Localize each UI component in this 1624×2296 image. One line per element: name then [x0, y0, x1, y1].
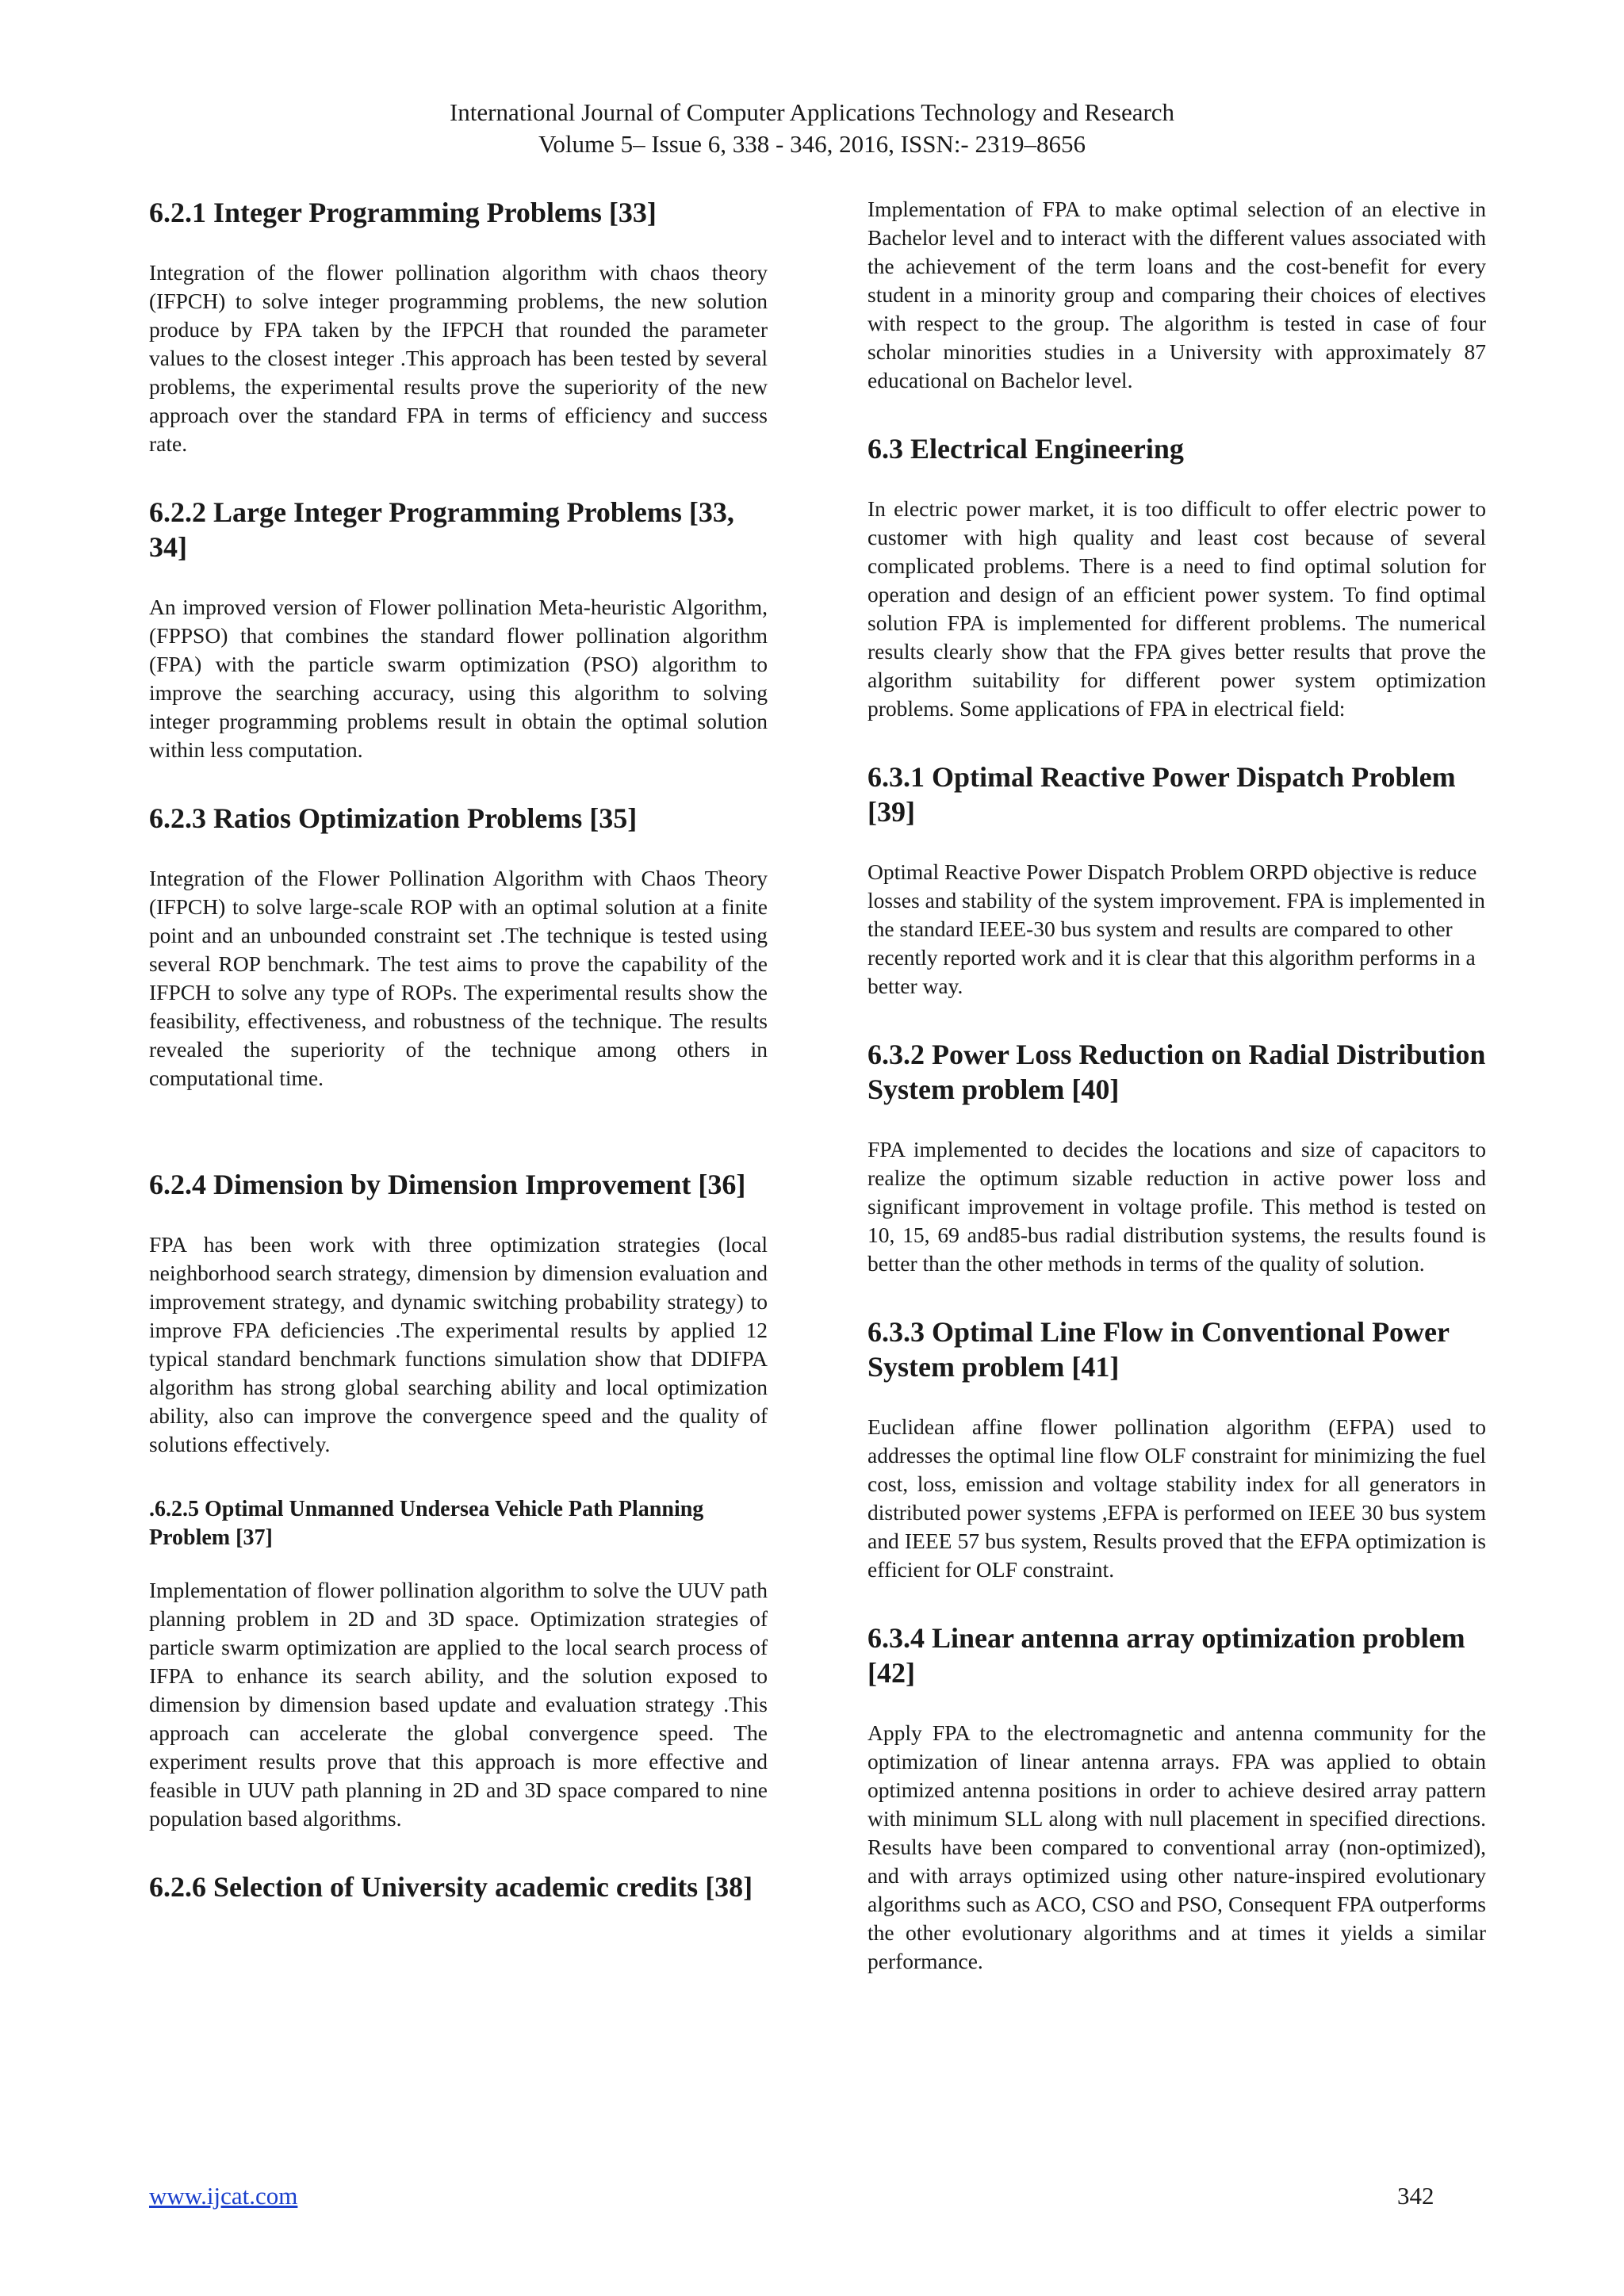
section-paragraph: An improved version of Flower pollination Meta-heuristic Algorithm, (FPPSO) that combines the standard flower pollination algorithm (FPA) with the particle swarm optimization (PSO) algorithm to improve the searching accuracy, using this algorithm to solving integer programming problems result in obtain the optimal solution within less computation.: [149, 595, 768, 762]
section-heading: 6.3.4 Linear antenna array optimization problem [42]: [868, 1622, 1465, 1689]
section-6-3-3: [868, 1314, 1486, 1584]
section-paragraph: Optimal Reactive Power Dispatch Problem ORPD objective is reduce losses and stability of the system improvement. FPA is implemented in the standard IEEE-30 bus system and results are compared to other recently reported work and it is clear that this algorithm performs in a better way.: [868, 859, 1485, 998]
section-paragraph: Integration of the Flower Pollination Algorithm with Chaos Theory (IFPCH) to solve large-scale ROP with an optimal solution at a finite point and an unbounded constraint set .The technique is tested using several ROP benchmark. The test aims to prove the capability of the IFPCH to solve any type of ROPs. The experimental results show the feasibility, effectiveness, and robustness of the technique. The results revealed the superiority of the technique among others in computational time.: [149, 866, 768, 1090]
section-heading: 6.2.3 Ratios Optimization Problems [35]: [149, 802, 638, 834]
section-6-2-5: [149, 1495, 768, 1833]
section-paragraph: FPA has been work with three optimization strategies (local neighborhood search strategy, dimension by dimension evaluation and improvement strategy, and dynamic switching probability strategy) to improve FPA deficiencies .The experimental results by applied 12 typical standard benchmark functions simulation show that DDIFPA algorithm has strong global searching ability and local optimization ability, also can improve the convergence speed and the quality of solutions effectively.: [149, 1232, 768, 1456]
section-6-2-1: [149, 195, 768, 458]
section-heading: 6.3.2 Power Loss Reduction on Radial Distribution System problem [40]: [868, 1039, 1486, 1105]
section-paragraph: Apply FPA to the electromagnetic and antenna community for the optimization of linear antenna arrays. FPA was applied to obtain optimized antenna positions in order to achieve desired array pattern with minimum SLL along with null placement in specified directions. Results have been compared to conventional array (non-optimized), and with arrays optimized using other nature-inspired evolutionary algorithms such as ACO, CSO and PSO, Consequent FPA outperforms the other evolutionary algorithms and at times it yields a similar performance.: [868, 1720, 1486, 1973]
spacer: [149, 1129, 768, 1167]
journal-header: [0, 97, 1624, 160]
section-6-2-4: [149, 1167, 768, 1459]
section-6-2-6: [149, 1869, 768, 1904]
right-column: [868, 195, 1486, 2012]
section-6-3-4: [868, 1621, 1486, 1976]
section-heading: 6.2.2 Large Integer Programming Problems [33, 34]: [149, 496, 734, 563]
section-heading: 6.2.6 Selection of University academic credits [38]: [149, 1871, 753, 1903]
section-paragraph: Euclidean affine flower pollination algorithm (EFPA) used to addresses the optimal line flow OLF constraint for minimizing the fuel cost, loss, emission and voltage stability index for all generators in distributed power systems ,EFPA is performed on IEEE 30 bus system and IEEE 57 bus system, Results proved that the EFPA optimization is efficient for OLF constraint.: [868, 1414, 1486, 1582]
section-6-3: [868, 431, 1486, 723]
section-6-2-6-continued: [868, 195, 1486, 395]
section-heading: 6.2.1 Integer Programming Problems [33]: [149, 197, 657, 228]
section-6-2-3: [149, 801, 768, 1093]
section-paragraph: Implementation of flower pollination algorithm to solve the UUV path planning problem in 2D and 3D space. Optimization strategies of particle swarm optimization are applied to the local search process of IFPA to enhance its search ability, and the solution exposed to dimension by dimension based update and evaluation strategy .This approach can accelerate the global convergence speed. The experiment results prove that this approach is more effective and feasible in UUV path planning in 2D and 3D space compared to nine population based algorithms.: [149, 1578, 768, 1831]
section-6-3-1: [868, 760, 1486, 1001]
section-heading: 6.3 Electrical Engineering: [868, 433, 1184, 465]
section-paragraph: Integration of the flower pollination algorithm with chaos theory (IFPCH) to solve integer programming problems, the new solution produce by FPA taken by the IFPCH that rounded the parameter values to the closest integer .This approach has been tested by several problems, the experimental results prove the superiority of the new approach over the standard FPA in terms of efficiency and success rate.: [149, 260, 768, 456]
section-6-2-2: [149, 495, 768, 764]
section-heading: 6.3.3 Optimal Line Flow in Conventional Power System problem [41]: [868, 1316, 1450, 1383]
section-heading: .6.2.5 Optimal Unmanned Undersea Vehicle Path Planning Problem [37]: [149, 1497, 704, 1550]
left-column: [149, 195, 768, 1933]
journal-title: International Journal of Computer Applications Technology and Research: [449, 98, 1175, 126]
page-number: 342: [1397, 2182, 1434, 2210]
section-heading: 6.3.1 Optimal Reactive Power Dispatch Problem [39]: [868, 761, 1456, 828]
journal-website-link[interactable]: www.ijcat.com: [149, 2182, 298, 2210]
section-paragraph: Implementation of FPA to make optimal selection of an elective in Bachelor level and to interact with the different values associated with the achievement of the term loans and the cost-benefit for every student in a minority group and comparing their choices of electives with respect to the group. The algorithm is tested in case of four scholar minorities studies in a University with approximately 87 educational on Bachelor level.: [868, 197, 1486, 392]
section-paragraph: In electric power market, it is too difficult to offer electric power to customer with high quality and least cost because of several complicated problems. There is a need to find optimal solution for operation and design of an efficient power system. To find optimal solution FPA is implemented for different problems. The numerical results clearly show that the FPA gives better results that prove the algorithm suitability for different power system optimization problems. Some applications of FPA in electrical field:: [868, 496, 1486, 721]
section-paragraph: FPA implemented to decides the locations and size of capacitors to realize the optimum sizable reduction in active power loss and significant improvement in voltage profile. This method is tested on 10, 15, 69 and85-bus radial distribution systems, the results found is better than the other methods in terms of the quality of solution.: [868, 1137, 1486, 1276]
section-heading: 6.2.4 Dimension by Dimension Improvement [36]: [149, 1169, 746, 1200]
journal-volume: Volume 5– Issue 6, 338 - 346, 2016, ISSN:- 2319–8656: [538, 130, 1086, 158]
section-6-3-2: [868, 1037, 1486, 1278]
